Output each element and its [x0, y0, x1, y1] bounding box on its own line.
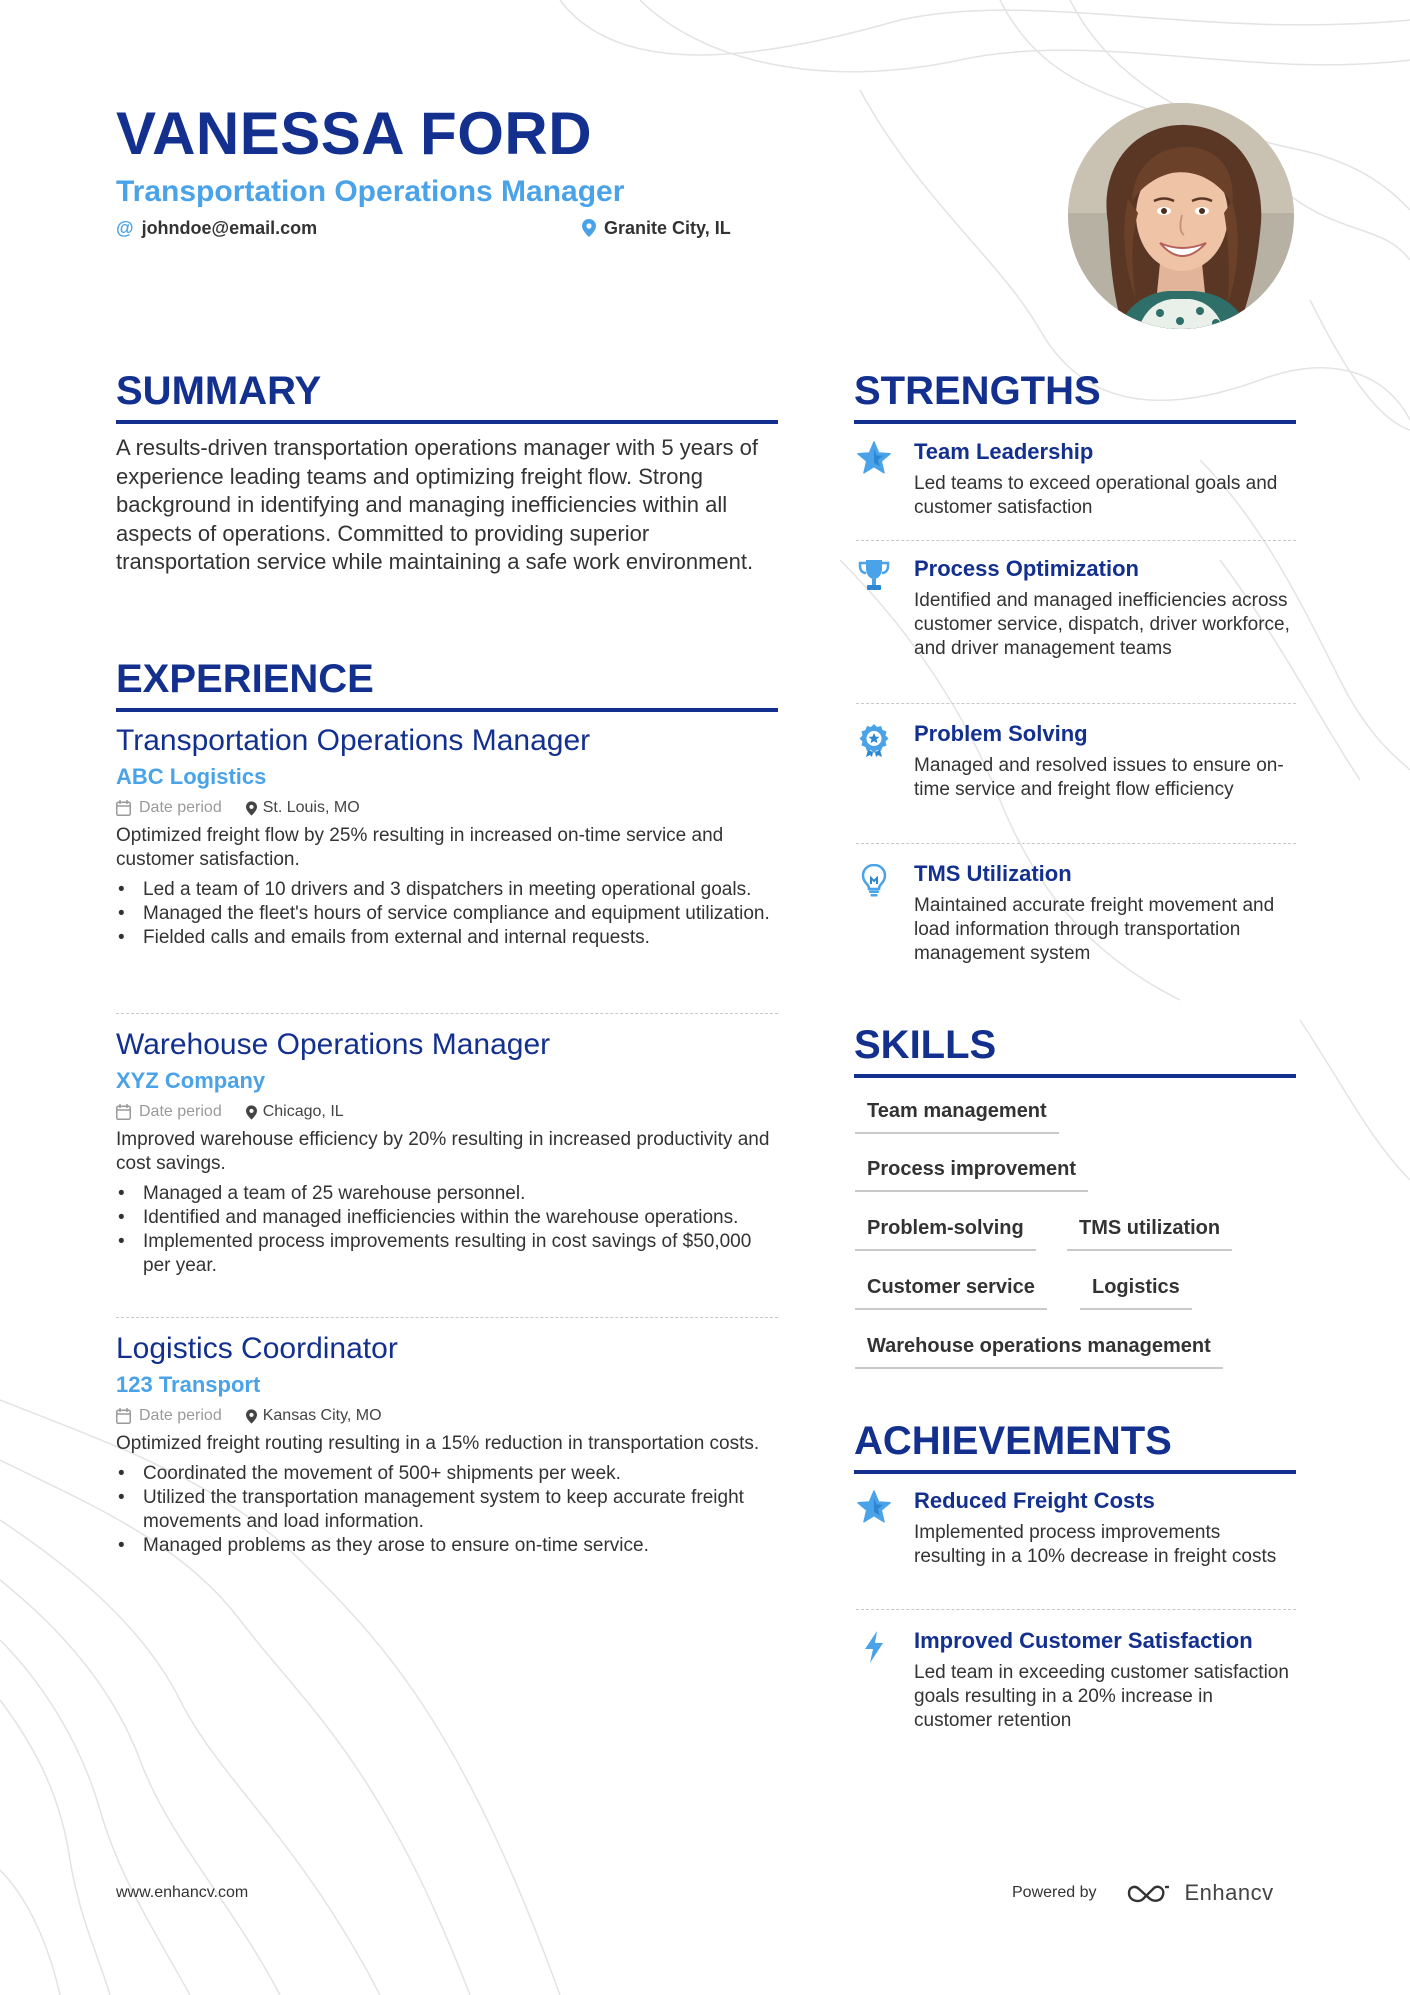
contact-location [582, 216, 731, 240]
job-location [246, 1404, 382, 1428]
job-period-text: Date period [139, 1407, 222, 1424]
strength-title: TMS Utilization [914, 861, 1072, 886]
job-period-text: Date period [139, 1103, 222, 1120]
at-icon: @ [116, 218, 134, 238]
skill-tag: Process improvement [855, 1156, 1088, 1192]
strength-description: Maintained accurate freight movement and load information through transportation management system [914, 895, 1275, 964]
achievement-item [856, 1487, 1296, 1569]
job-bullets [116, 878, 778, 950]
job-bullet: • Coordinated the movement of 500+ shipments per week. [116, 1462, 778, 1486]
divider [116, 1013, 778, 1014]
job-location-text: Kansas City, MO [262, 1407, 382, 1424]
job-title: Transportation Operations Manager [116, 724, 591, 757]
footer-branding[interactable] [1012, 1880, 1274, 1906]
skills-heading: SKILLS [854, 1020, 1296, 1078]
map-pin-icon [582, 219, 596, 237]
job-meta [116, 1100, 778, 1124]
strength-item [856, 720, 1296, 802]
location-text: Granite City, IL [604, 218, 731, 238]
skill-tag: Warehouse operations management [855, 1333, 1223, 1369]
profile-photo [1068, 103, 1294, 329]
job-location [246, 1100, 344, 1124]
candidate-name: VANESSA FORD [116, 100, 593, 167]
calendar-icon [116, 800, 131, 816]
divider [856, 1609, 1296, 1610]
job-company: XYZ Company [116, 1068, 266, 1093]
summary-text: A results-driven transportation operations manager with 5 years of experience leading teams and optimizing freight flow. Strong background in identifying and managing inefficiencies within all aspects of operations. Committed to providing superior transportation service while maintaining a safe work environment. [116, 435, 758, 574]
strength-title: Problem Solving [914, 721, 1088, 746]
strength-description: Managed and resolved issues to ensure on-time service and freight flow efficiency [914, 755, 1284, 800]
star-icon [856, 1489, 892, 1525]
enhancv-logo-icon [1125, 1881, 1173, 1905]
skill-tag: Team management [855, 1098, 1059, 1134]
achievement-description: Led team in exceeding customer satisfaction goals resulting in a 20% increase in customer retention [914, 1662, 1289, 1731]
job-bullet: • Managed problems as they arose to ensure on-time service. [116, 1534, 778, 1558]
map-pin-icon [246, 1105, 257, 1120]
skill-tag: Logistics [1080, 1274, 1192, 1310]
job-period [116, 1404, 222, 1428]
job-description: Optimized freight flow by 25% resulting in increased on-time service and customer satisfaction. [116, 825, 724, 870]
job-bullet: • Managed the fleet's hours of service compliance and equipment utilization. [116, 902, 778, 926]
job-location-text: Chicago, IL [262, 1103, 344, 1120]
divider [856, 703, 1296, 704]
strengths-heading: STRENGTHS [854, 366, 1296, 424]
job-company: ABC Logistics [116, 764, 267, 789]
experience-heading: EXPERIENCE [116, 654, 778, 712]
strength-title: Team Leadership [914, 439, 1094, 464]
job-bullet: • Led a team of 10 drivers and 3 dispatchers in meeting operational goals. [116, 878, 778, 902]
award-badge-icon [856, 722, 892, 758]
job-period [116, 1100, 222, 1124]
map-pin-icon [246, 801, 257, 816]
strength-description: Led teams to exceed operational goals and customer satisfaction [914, 473, 1278, 518]
achievement-title: Improved Customer Satisfaction [914, 1628, 1253, 1653]
brand-name: Enhancv [1184, 1880, 1274, 1905]
job-title: Warehouse Operations Manager [116, 1028, 551, 1061]
job-bullet: • Identified and managed inefficiencies within the warehouse operations. [116, 1206, 778, 1230]
skill-tag: TMS utilization [1067, 1215, 1232, 1251]
job-meta [116, 796, 778, 820]
strength-title: Process Optimization [914, 556, 1139, 581]
skill-tag: Problem-solving [855, 1215, 1036, 1251]
map-pin-icon [246, 1409, 257, 1424]
divider [856, 540, 1296, 541]
achievement-title: Reduced Freight Costs [914, 1488, 1155, 1513]
calendar-icon [116, 1104, 131, 1120]
strength-description: Identified and managed inefficiencies across customer service, dispatch, driver workforce, and driver management teams [914, 590, 1290, 659]
achievements-heading: ACHIEVEMENTS [854, 1416, 1296, 1474]
job-title: Logistics Coordinator [116, 1332, 398, 1365]
lightning-icon [856, 1629, 892, 1665]
job-bullets [116, 1462, 778, 1558]
job-bullet: • Utilized the transportation management system to keep accurate freight movements and load information. [116, 1486, 778, 1534]
job-period [116, 796, 222, 820]
divider [116, 1317, 778, 1318]
experience-item [116, 1026, 778, 1278]
star-icon [856, 440, 892, 476]
experience-item [116, 722, 778, 950]
strength-item [856, 860, 1296, 966]
footer-website[interactable]: www.enhancv.com [116, 1884, 249, 1901]
calendar-icon [116, 1408, 131, 1424]
strength-item [856, 438, 1296, 520]
experience-item [116, 1330, 778, 1558]
job-period-text: Date period [139, 799, 222, 816]
email-text: johndoe@email.com [141, 218, 318, 238]
achievement-description: Implemented process improvements resulting in a 10% decrease in freight costs [914, 1522, 1277, 1567]
strength-item [856, 555, 1296, 661]
divider [856, 843, 1296, 844]
job-bullet: • Fielded calls and emails from external and internal requests. [116, 926, 778, 950]
job-description: Improved warehouse efficiency by 20% resulting in increased productivity and cost savings. [116, 1129, 770, 1174]
job-company: 123 Transport [116, 1372, 261, 1397]
job-location [246, 796, 360, 820]
summary-heading: SUMMARY [116, 366, 778, 424]
job-location-text: St. Louis, MO [262, 799, 360, 816]
powered-by-label: Powered by [1012, 1884, 1097, 1901]
candidate-title: Transportation Operations Manager [116, 175, 625, 208]
skill-tag: Customer service [855, 1274, 1047, 1310]
lightbulb-icon [856, 862, 892, 898]
contact-email[interactable] [116, 216, 317, 240]
job-bullet: • Implemented process improvements resulting in cost savings of $50,000 per year. [116, 1230, 778, 1278]
job-description: Optimized freight routing resulting in a 15% reduction in transportation costs. [116, 1433, 760, 1454]
trophy-icon [856, 557, 892, 593]
job-bullet: • Managed a team of 25 warehouse personnel. [116, 1182, 778, 1206]
job-meta [116, 1404, 778, 1428]
achievement-item [856, 1627, 1296, 1733]
job-bullets [116, 1182, 778, 1278]
